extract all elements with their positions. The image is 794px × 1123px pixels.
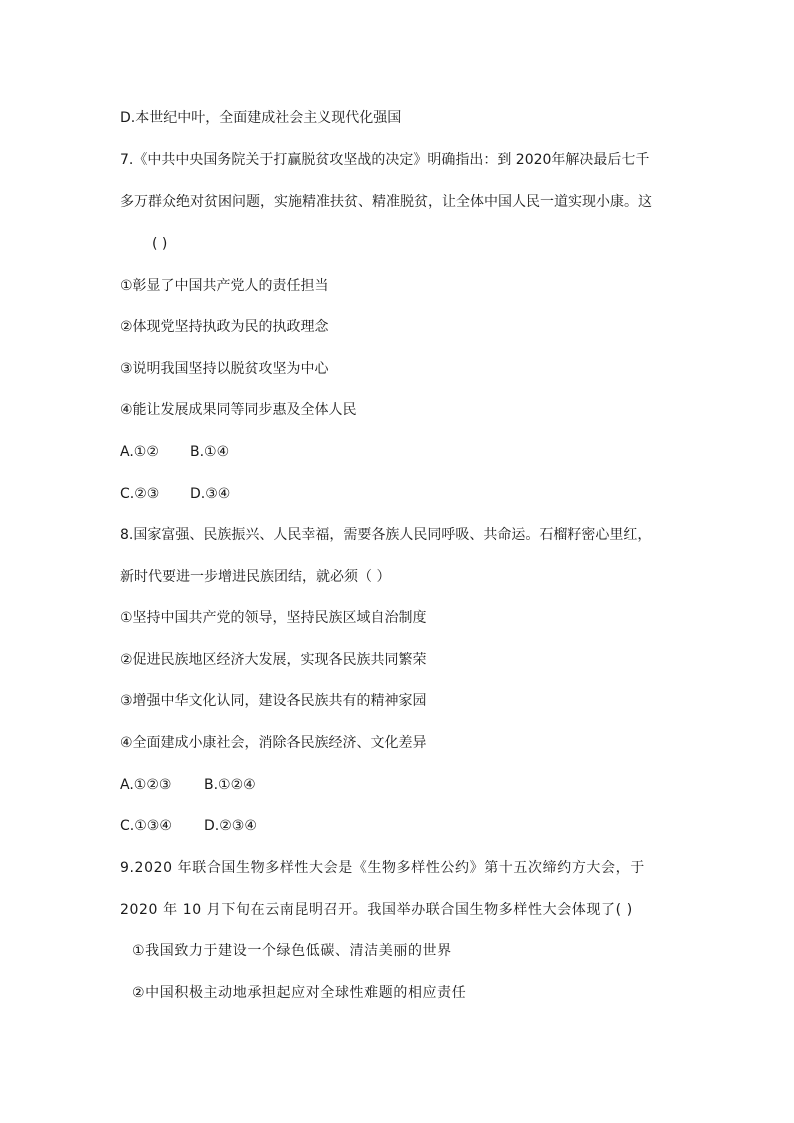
q8-statement-2: ②促进民族地区经济大发展，实现各民族共同繁荣 [120,652,427,668]
q7-choice-row-2 [120,484,230,504]
q7-statement-1: ①彰显了中国共产党人的责任担当 [120,278,329,294]
q7-stem-line-2: 多万群众绝对贫困问题，实施精准扶贫、精准脱贫，让全体中国人民一道实现小康。这 [120,194,652,210]
q8-statement-3: ③增强中华文化认同，建设各民族共有的精神家园 [120,693,427,709]
q9-statement-2: ②中国积极主动地承担起应对全球性难题的相应责任 [132,985,467,1001]
q7-stem-line-1: 7.《中共中央国务院关于打赢脱贫攻坚战的决定》明确指出：到 2020年解决最后七千 [120,152,650,168]
q9-statement-1: ①我国致力于建设一个绿色低碳、清洁美丽的世界 [132,943,452,959]
q9-stem-line-2: 2020 年 10 月下旬在云南昆明召开。我国举办联合国生物多样性大会体现了( ) [120,902,633,918]
q7-choice-b: B.①④ [190,444,230,460]
q8-statement-4: ④全面建成小康社会，消除各民族经济、文化差异 [120,735,427,751]
q7-answer-blank: ( ) [152,236,168,252]
q8-choice-d: D.②③④ [204,818,257,834]
q8-stem-line-2: 新时代要进一步增进民族团结，就必须（ ） [120,569,391,585]
q8-choice-c: C.①③④ [120,818,172,834]
q7-choice-c: C.②③ [120,486,160,502]
q7-choice-d: D.③④ [190,486,231,502]
q8-stem-line-1: 8.国家富强、民族振兴、人民幸福，需要各族人民同呼吸、共命运。石榴籽密心里红， [120,527,652,543]
q9-stem-line-1: 9.2020 年联合国生物多样性大会是《生物多样性公约》第十五次缔约方大会，于 [120,860,645,876]
q8-choice-row-2 [120,816,257,836]
q7-statement-4: ④能让发展成果同等同步惠及全体人民 [120,402,357,418]
q7-choice-row-1 [120,442,229,462]
q7-statement-3: ③说明我国坚持以脱贫攻坚为中心 [120,361,329,377]
q8-choice-b: B.①②④ [204,777,256,793]
q8-statement-1: ①坚持中国共产党的领导，坚持民族区域自治制度 [120,610,427,626]
q7-choice-a: A.①② [120,444,159,460]
q8-choice-a: A.①②③ [120,777,172,793]
q8-choice-row-1 [120,775,256,795]
q6-option-d: D.本世纪中叶，全面建成社会主义现代化强国 [120,110,402,126]
q7-statement-2: ②体现党坚持执政为民的执政理念 [120,319,329,335]
